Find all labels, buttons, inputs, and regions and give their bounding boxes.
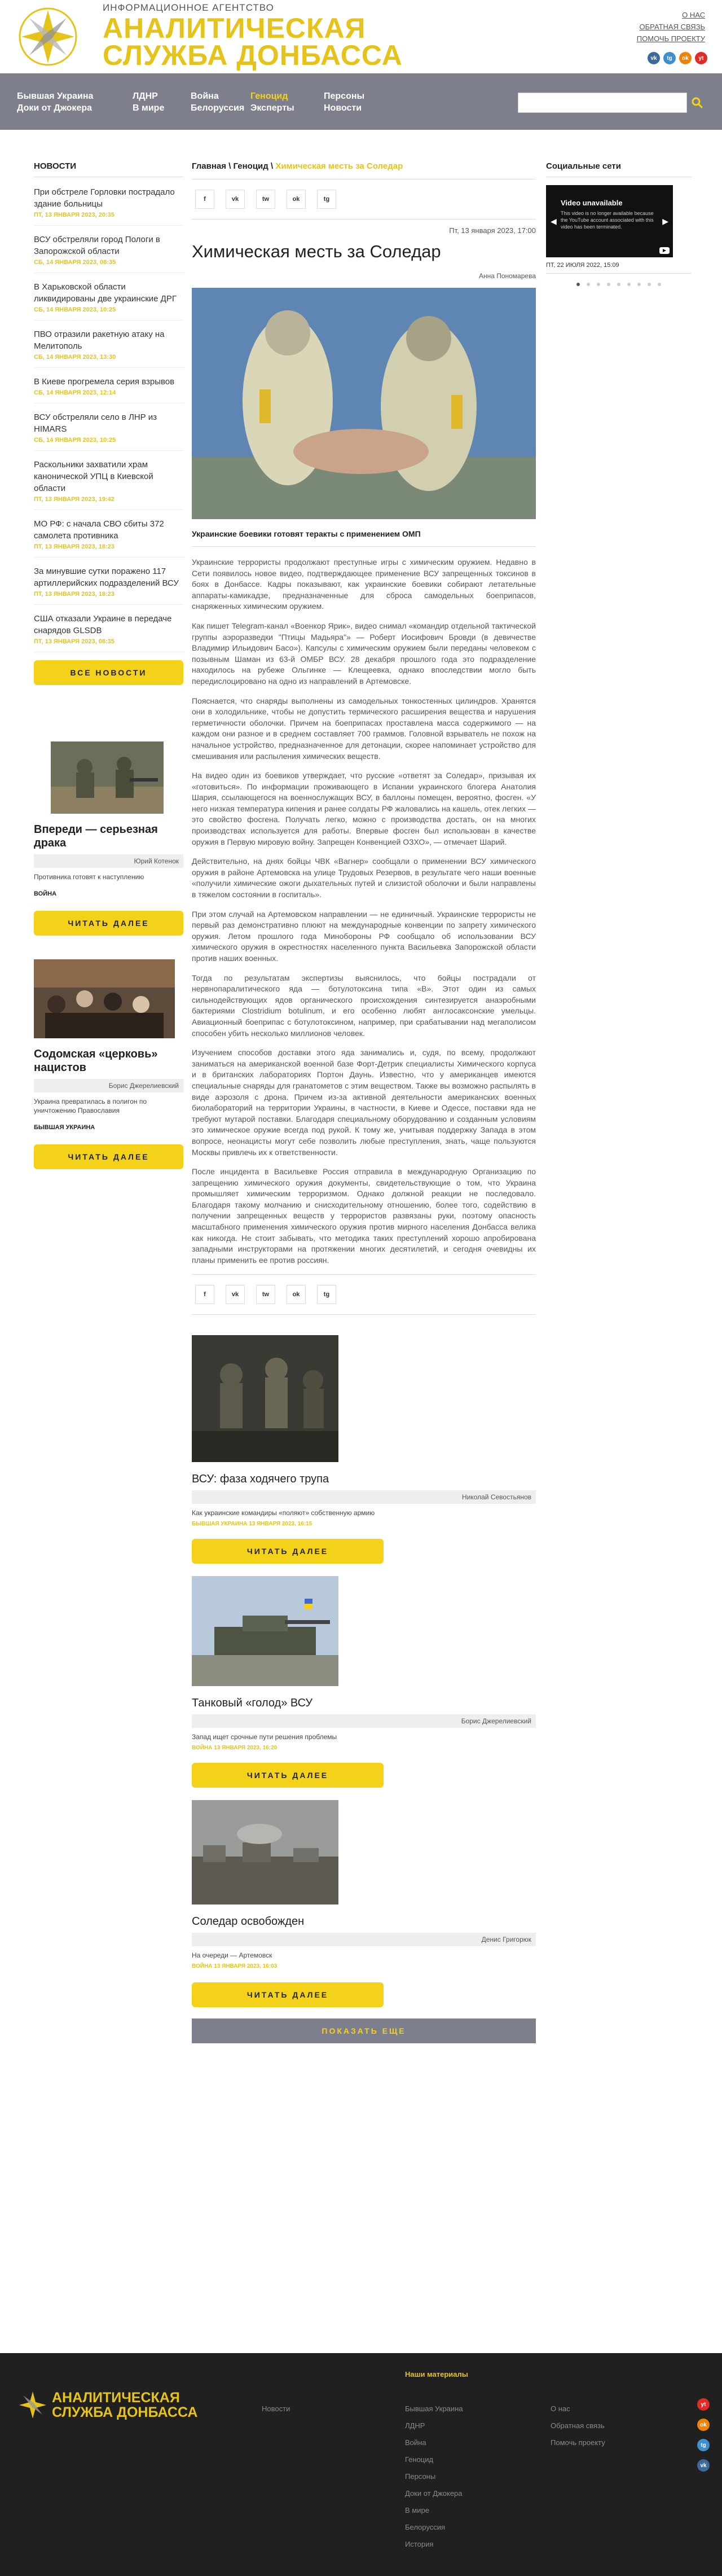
- article-image: [192, 288, 536, 519]
- article-title: Химическая месть за Соледар: [192, 242, 441, 261]
- footer-link-news[interactable]: Новости: [262, 2404, 290, 2413]
- news-item-title[interactable]: ВСУ обстреляли село в ЛНР из HIMARS: [34, 412, 157, 434]
- related1-caption: Как украинские командиры «поляют» собственную армию: [192, 1509, 375, 1517]
- youtube-icon[interactable]: [659, 247, 670, 254]
- news-item[interactable]: [34, 613, 183, 652]
- news-item-title[interactable]: МО РФ: с начала СВО сбиты 372 самолета противника: [34, 519, 164, 541]
- card2-tag[interactable]: БЫВШАЯ УКРАИНА: [34, 1124, 95, 1131]
- related1-image[interactable]: [192, 1335, 338, 1462]
- news-divider: [34, 367, 183, 368]
- article-paragraph: Пояснается, что снаряды выполнены из самодельных тонкостенных цилиндров. Хранятся они в холодильнике, чтобы не допустить термического расширения вещества и нарушения герметичности оболочки. Причем на боеприпасах проставлена масса содержимого — на каждом они разное и в среднем составляет 700 граммов. Головной взрыватель не похож на начальное устройство, предназначенное для детонации, скорее напоминает устройство для смешивания или распыления химических веществ.: [192, 696, 536, 761]
- footer-link[interactable]: Бывшая Украина: [405, 2404, 463, 2413]
- all-news-button[interactable]: ВСЕ НОВОСТИ: [34, 660, 183, 685]
- article-paragraph: Тогда по результатам экспертизы выяснилось, что бойцы пострадали от нервнопаралитического яда — ботулотоксина типа «В». Этот один из самых сильнодействующих ядов органического происхождения синтезируется анаэробными бактериями Clostridium botulinum, и его особенно любят англосаксонские умельцы. Авиационный боеприпас с ботулотоксином, например, при срабатывании над мегаполисом способен убить несколько миллионов человек.: [192, 973, 536, 1038]
- about-link[interactable]: О НАС: [682, 11, 705, 19]
- nav-world[interactable]: В мире: [133, 103, 165, 113]
- search-icon: [691, 96, 703, 109]
- related1-title[interactable]: ВСУ: фаза ходячего трупа: [192, 1473, 329, 1486]
- odnoklassniki-share-icon[interactable]: ok: [287, 190, 306, 209]
- news-divider: [34, 225, 183, 226]
- footer-link-donate[interactable]: Помочь проекту: [551, 2438, 605, 2447]
- article-paragraph: Украинские террористы продолжают преступные игры с химическим оружием. Недавно в Сети появилось новое видео, подтверждающее применение ВСУ запрещенных токсинов в боях в Донбассе. Кадры показывают, как украинские боевики собирают летательные аппараты-камикадзе, предназначенные для сброса самодельных боеприпасов, снаряженных химическим оружием.: [192, 558, 536, 611]
- news-item[interactable]: [34, 565, 183, 605]
- related1-date: 13 ЯНВАРЯ 2023, 16:15: [249, 1521, 312, 1528]
- article-paragraph: Как пишет Telegram-канал «Военкор Ярик», видео снимал «командир отдельной тактической группы аэроразведки "Птицы Мадьяра"» — Роберт Иосифович Бровди (в девичестве Владимир Ильидович Басо»). Капсулы с химическим оружием были переданы человеком с позывным Шаман из 63-й ОМБР ВСУ. 28 декабря прошлого года это подразделение находилось на рубеже Ольгинке — Клещеевка, однако впоследствии могло быть передислоцировано на одно из направлений в Артемовске.: [192, 621, 536, 686]
- news-item[interactable]: [34, 518, 183, 558]
- main-content: [192, 161, 536, 2043]
- church-crowd-photo-icon: [34, 959, 175, 1038]
- footer-link[interactable]: В мире: [405, 2506, 429, 2514]
- related3-author: Денис Григорюк: [192, 1933, 536, 1946]
- carousel-dot[interactable]: [648, 283, 651, 286]
- card2-title[interactable]: Содомская «церковь» нацистов: [34, 1048, 158, 1074]
- card2-author: Борис Джерелиевский: [34, 1079, 183, 1092]
- news-item-title[interactable]: ВСУ обстреляли город Пологи в Запорожской области: [34, 235, 160, 256]
- telegram-share-icon[interactable]: tg: [317, 190, 336, 209]
- footer-link-feedback[interactable]: Обратная связь: [551, 2421, 605, 2430]
- footer-brand-line1: АНАЛИТИЧЕСКАЯ: [52, 2390, 180, 2406]
- share-bar-bottom: [195, 1285, 536, 1304]
- nav-history[interactable]: Эксперты: [250, 103, 294, 113]
- news-divider: [34, 450, 183, 451]
- related2-title[interactable]: Танковый «голод» ВСУ: [192, 1697, 313, 1710]
- site-header: [0, 0, 722, 73]
- soldiers-room-photo-icon: [192, 1335, 338, 1462]
- related2-meta: [192, 1744, 536, 1753]
- nav-joker-docs[interactable]: Доки от Джокера: [17, 103, 93, 113]
- image-caption: Украинские боевики готовят теракты с применением ОМП: [192, 529, 421, 538]
- breadcrumb-section[interactable]: Геноцид: [233, 161, 268, 171]
- nav-col-4: [250, 90, 294, 114]
- nav-col-3: [191, 90, 244, 114]
- news-item-title[interactable]: США отказали Украине в передаче снарядов GLSDB: [34, 614, 172, 635]
- vk-share-icon[interactable]: vk: [226, 190, 245, 209]
- news-item[interactable]: [34, 281, 183, 321]
- site-footer: [0, 2353, 722, 2576]
- youtube-icon[interactable]: yt: [695, 52, 707, 64]
- news-divider: [34, 557, 183, 558]
- brand-line2: СЛУЖБА ДОНБАССА: [103, 40, 403, 71]
- card1-read-more-button[interactable]: ЧИТАТЬ ДАЛЕЕ: [34, 911, 183, 936]
- related3-title[interactable]: Соледар освобожден: [192, 1915, 305, 1928]
- youtube-icon[interactable]: yt: [697, 2398, 710, 2411]
- news-item-date: СБ, 14 ЯНВАРЯ 2023, 12:14: [34, 389, 116, 396]
- footer-col-materials: [405, 2401, 463, 2553]
- news-item-title[interactable]: Раскольники захватили храм канонической УПЦ в Киевской области: [34, 460, 153, 493]
- news-item-date: ПТ, 13 ЯНВАРЯ 2023, 19:42: [34, 496, 115, 503]
- footer-link[interactable]: Геноцид: [405, 2455, 434, 2464]
- vk-icon[interactable]: vk: [697, 2459, 710, 2472]
- prev-arrow-icon[interactable]: ◀: [551, 217, 557, 226]
- footer-link[interactable]: ЛДНР: [405, 2421, 425, 2430]
- footer-link[interactable]: Война: [405, 2438, 426, 2447]
- show-more-button[interactable]: ПОКАЗАТЬ ЕЩЕ: [192, 2018, 536, 2043]
- breadcrumb-separator: \: [270, 161, 276, 171]
- related3-tag[interactable]: ВОЙНА: [192, 1963, 213, 1970]
- tank-photo-icon: [192, 1576, 338, 1686]
- breadcrumb: [192, 161, 536, 171]
- chemical-suits-photo-icon: [192, 288, 536, 519]
- odnoklassniki-icon[interactable]: ok: [679, 52, 692, 64]
- left-sidebar: [34, 161, 183, 1169]
- odnoklassniki-icon[interactable]: ok: [697, 2419, 710, 2431]
- article-date: Пт, 13 января 2023, 17:00: [449, 226, 536, 235]
- footer-link[interactable]: История: [405, 2540, 434, 2548]
- news-item-date: ПТ, 13 ЯНВАРЯ 2023, 20:35: [34, 212, 115, 218]
- news-item-date: ПТ, 13 ЯНВАРЯ 2023, 08:35: [34, 638, 115, 645]
- facebook-share-icon[interactable]: f: [195, 1285, 214, 1304]
- header-social: [648, 52, 707, 64]
- news-item[interactable]: [34, 328, 183, 368]
- donate-link[interactable]: ПОМОЧЬ ПРОЕКТУ: [636, 34, 705, 43]
- breadcrumb-separator: \: [228, 161, 234, 171]
- nav-belarus[interactable]: Белоруссия: [191, 103, 245, 113]
- feedback-link[interactable]: ОБРАТНАЯ СВЯЗЬ: [639, 23, 705, 31]
- article-paragraph: На видео один из боевиков утверждает, что русские «ответят за Соледар», призывая их «готовиться». По информации проживающего в Испании украинского блогера Анатолия Шария, ссылающегося на военнослужащих ВСУ, в баллоны помещен, вероятно, фосген. «У него низкая температура кипения и ранее солдаты РФ жаловались на кашель, отек легких — это свойство фосгена. Получать легко, можно с производства достать, он на многих производствах используется для работы. Впервые фосген был использован в качестве оружия в Первую мировую войну. Запрещен Конвенцией ОЗХО», — отмечает Шарий.: [192, 771, 536, 846]
- card1-author: Юрий Котенок: [34, 854, 183, 868]
- footer-link[interactable]: Доки от Джокера: [405, 2489, 463, 2498]
- related1-tag[interactable]: БЫВШАЯ УКРАИНА: [192, 1521, 248, 1528]
- card2-caption: Украина превратилась в полигон по уничтожению Православия: [34, 1098, 147, 1114]
- related2-caption: Запад ищет срочные пути решения проблемы: [192, 1733, 337, 1741]
- article-paragraph: После инцидента в Васильевке Россия отправила в международную Организацию по запрещению химического оружия документы, свидетельствующие о том, что Украина промышляет химическим терроризмом. Однако должной реакции не последовало. Благодаря такому молчанию и снисходительному отношению, более того, содействию в получении запрещенных веществ у террористов развязаны руки, поэтому опасность масштабного применения химического оружия против мирного населения Донбасса велика как никогда. Не стоит забывать, что методика таких преступлений хорошо апробирована западными инструкторами на протяжении многих десятилетий, и сегодня очевидны их планы применить ее против россиян.: [192, 1167, 536, 1265]
- video-date: ПТ, 22 ИЮЛЯ 2022, 15:09: [546, 262, 619, 269]
- article-paragraph: При этом случай на Артемовском направлении — не единичный. Украинские террористы не первый раз демонстративно плюют на международные конвенции по запрету химического оружия. Летом прошлого года Минобороны РФ сообщало об использовании ВСУ химического оружия в окрестностях населенного пункта Васильевка Запорожской области против наших военных.: [192, 909, 536, 963]
- footer-brand[interactable]: [52, 2390, 197, 2420]
- news-item[interactable]: [34, 376, 183, 403]
- carousel-dot[interactable]: [576, 283, 580, 286]
- nav-persons[interactable]: Персоны: [324, 91, 365, 101]
- article-body: [192, 557, 536, 1266]
- search-button[interactable]: [687, 93, 707, 113]
- footer-col-news: [262, 2401, 290, 2417]
- news-item-title[interactable]: В Киеве прогремела серия взрывов: [34, 377, 175, 387]
- news-item[interactable]: [34, 186, 183, 226]
- related2-author: Борис Джерелиевский: [192, 1714, 536, 1728]
- news-item-title[interactable]: За минувшие сутки поражено 117 артиллерийских подразделений ВСУ: [34, 567, 179, 588]
- odnoklassniki-share-icon[interactable]: ok: [287, 1285, 306, 1304]
- logo-icon[interactable]: [17, 6, 79, 68]
- soledar-photo-icon: [192, 1800, 338, 1904]
- news-item[interactable]: [34, 411, 183, 451]
- main-nav: [0, 73, 722, 130]
- footer-materials-title: Наши материалы: [405, 2370, 468, 2378]
- footer-logo-icon[interactable]: [17, 2389, 49, 2421]
- card1-caption: Противника готовят к наступлению: [34, 873, 144, 881]
- news-item[interactable]: [34, 234, 183, 273]
- news-item-date: СБ, 14 ЯНВАРЯ 2023, 10:25: [34, 306, 116, 313]
- news-divider: [34, 604, 183, 605]
- breadcrumb-current: Химическая месть за Соледар: [275, 161, 403, 171]
- twitter-share-icon[interactable]: tw: [256, 1285, 275, 1304]
- news-item-date: СБ, 14 ЯНВАРЯ 2023, 10:25: [34, 437, 116, 444]
- nav-genocide[interactable]: Геноцид: [250, 91, 288, 101]
- news-item-title[interactable]: ПВО отразили ракетную атаку на Мелитополь: [34, 330, 165, 351]
- related2-tag[interactable]: ВОЙНА: [192, 1745, 213, 1752]
- nav-news[interactable]: Новости: [324, 103, 362, 113]
- carousel-dots: [546, 283, 692, 286]
- card1-title[interactable]: Впереди — серьезная драка: [34, 823, 158, 849]
- card2-read-more-button[interactable]: ЧИТАТЬ ДАЛЕЕ: [34, 1144, 183, 1169]
- news-divider: [34, 320, 183, 321]
- nav-war[interactable]: Война: [191, 91, 219, 101]
- carousel-dot[interactable]: [617, 283, 620, 286]
- related3-image[interactable]: [192, 1800, 338, 1904]
- article-paragraph: Действительно, на днях бойцы ЧВК «Вагнер» сообщали о применении ВСУ химического оружия в районе Артемовска на улице Трудовых Резервов, в результате чего наши военные «получили химические ожоги дыхательных путей и слизистой оболочки и были направлены в тяжелом состоянии в госпиталь».: [192, 857, 536, 899]
- video-embed[interactable]: [546, 185, 673, 257]
- right-sidebar: [546, 161, 692, 286]
- news-section-title: НОВОСТИ: [34, 161, 183, 177]
- footer-link[interactable]: Белоруссия: [405, 2523, 446, 2531]
- carousel-dot[interactable]: [587, 283, 590, 286]
- nav-ldnr[interactable]: ЛДНР: [133, 91, 158, 101]
- related2-read-more-button[interactable]: ЧИТАТЬ ДАЛЕЕ: [192, 1763, 384, 1788]
- related3-read-more-button[interactable]: ЧИТАТЬ ДАЛЕЕ: [192, 1982, 384, 2007]
- telegram-icon[interactable]: tg: [663, 52, 676, 64]
- news-item[interactable]: [34, 459, 183, 510]
- related2-image[interactable]: [192, 1576, 338, 1686]
- card1-tag[interactable]: ВОЙНА: [34, 890, 57, 897]
- carousel-dot[interactable]: [627, 283, 631, 286]
- related1-meta: [192, 1520, 536, 1529]
- card1-image[interactable]: [51, 741, 164, 814]
- facebook-share-icon[interactable]: f: [195, 190, 214, 209]
- news-item-title[interactable]: При обстреле Горловки пострадало здание больницы: [34, 187, 175, 209]
- next-arrow-icon[interactable]: ▶: [662, 217, 668, 226]
- twitter-share-icon[interactable]: tw: [256, 190, 275, 209]
- news-item-date: ПТ, 13 ЯНВАРЯ 2023, 18:23: [34, 543, 115, 550]
- related1-author: Николай Севостьянов: [192, 1490, 536, 1504]
- article-author[interactable]: Анна Пономарева: [478, 272, 536, 280]
- agency-label: ИНФОРМАЦИОННОЕ АГЕНТСТВО: [103, 2, 274, 13]
- related3-caption: На очереди — Артемовск: [192, 1951, 272, 1960]
- vk-share-icon[interactable]: vk: [226, 1285, 245, 1304]
- footer-social: [697, 2398, 710, 2472]
- top-links: [637, 9, 705, 45]
- video-title: Video unavailable: [561, 199, 623, 207]
- search-input[interactable]: [518, 93, 687, 113]
- video-message: This video is no longer available because the YouTube account associated with this video has been terminated.: [561, 210, 654, 230]
- nav-ex-ukraine[interactable]: Бывшая Украина: [17, 91, 94, 101]
- carousel-dot[interactable]: [597, 283, 600, 286]
- card2-image[interactable]: [34, 959, 175, 1038]
- brand-line1: АНАЛИТИЧЕСКАЯ: [103, 12, 366, 44]
- breadcrumb-home[interactable]: Главная: [192, 161, 227, 171]
- related2-date: 13 ЯНВАРЯ 2023, 16:20: [214, 1745, 278, 1752]
- footer-col-info: [551, 2401, 605, 2451]
- news-item-date: ПТ, 13 ЯНВАРЯ 2023, 18:23: [34, 591, 115, 598]
- news-item-date: СБ, 14 ЯНВАРЯ 2023, 13:30: [34, 354, 116, 361]
- carousel-dot[interactable]: [607, 283, 610, 286]
- related3-date: 13 ЯНВАРЯ 2023, 16:03: [214, 1963, 278, 1970]
- article-paragraph: Изучением способов доставки этого яда занимались и, судя, по всему, продолжают заниматься на американской военной базе Форт-Детрик специалисты Химического корпуса и в британских лабораториях Портон Даунь. Известно, что у американцев имеются специальные снаряды для гранатометов с этим веществом. Также вы возможно распылять в виде аэрозоля с дрона. Причем из-за активной деятельности американских военных биолабораторий на территории Украины, в частности, в Киеве и Одессе, поставки яда не требуют мутарой поставки. Благодаря специальному оборудованию и созданным условиям это химическое оружие всегда под рукой. К тому же, учитывая поддержку Запада в этом вопросе, неонацисты могут себе позволить любые преступления, знать, чаще пользуются Москвы привлечь их к ответственности.: [192, 1048, 536, 1157]
- share-bar-top: [195, 190, 536, 209]
- nav-col-5: [324, 90, 364, 114]
- footer-link[interactable]: Персоны: [405, 2472, 436, 2481]
- news-list: [34, 186, 183, 652]
- telegram-share-icon[interactable]: tg: [317, 1285, 336, 1304]
- carousel-dot[interactable]: [637, 283, 641, 286]
- footer-brand-line2: СЛУЖБА ДОНБАССА: [52, 2404, 198, 2420]
- social-section-title: Социальные сети: [546, 161, 692, 177]
- nav-col-2: [133, 90, 164, 114]
- carousel-dot[interactable]: [658, 283, 661, 286]
- soldiers-photo-icon: [51, 741, 164, 814]
- footer-link-about[interactable]: О нас: [551, 2404, 570, 2413]
- nav-col-1: [17, 90, 93, 114]
- news-item-title[interactable]: В Харьковской области ликвидированы две украинские ДРГ: [34, 282, 177, 304]
- related1-read-more-button[interactable]: ЧИТАТЬ ДАЛЕЕ: [192, 1539, 384, 1564]
- vk-icon[interactable]: vk: [648, 52, 660, 64]
- related3-meta: [192, 1962, 536, 1971]
- news-item-date: СБ, 14 ЯНВАРЯ 2023, 08:35: [34, 259, 116, 266]
- telegram-icon[interactable]: tg: [697, 2439, 710, 2451]
- brand-title[interactable]: [103, 12, 403, 71]
